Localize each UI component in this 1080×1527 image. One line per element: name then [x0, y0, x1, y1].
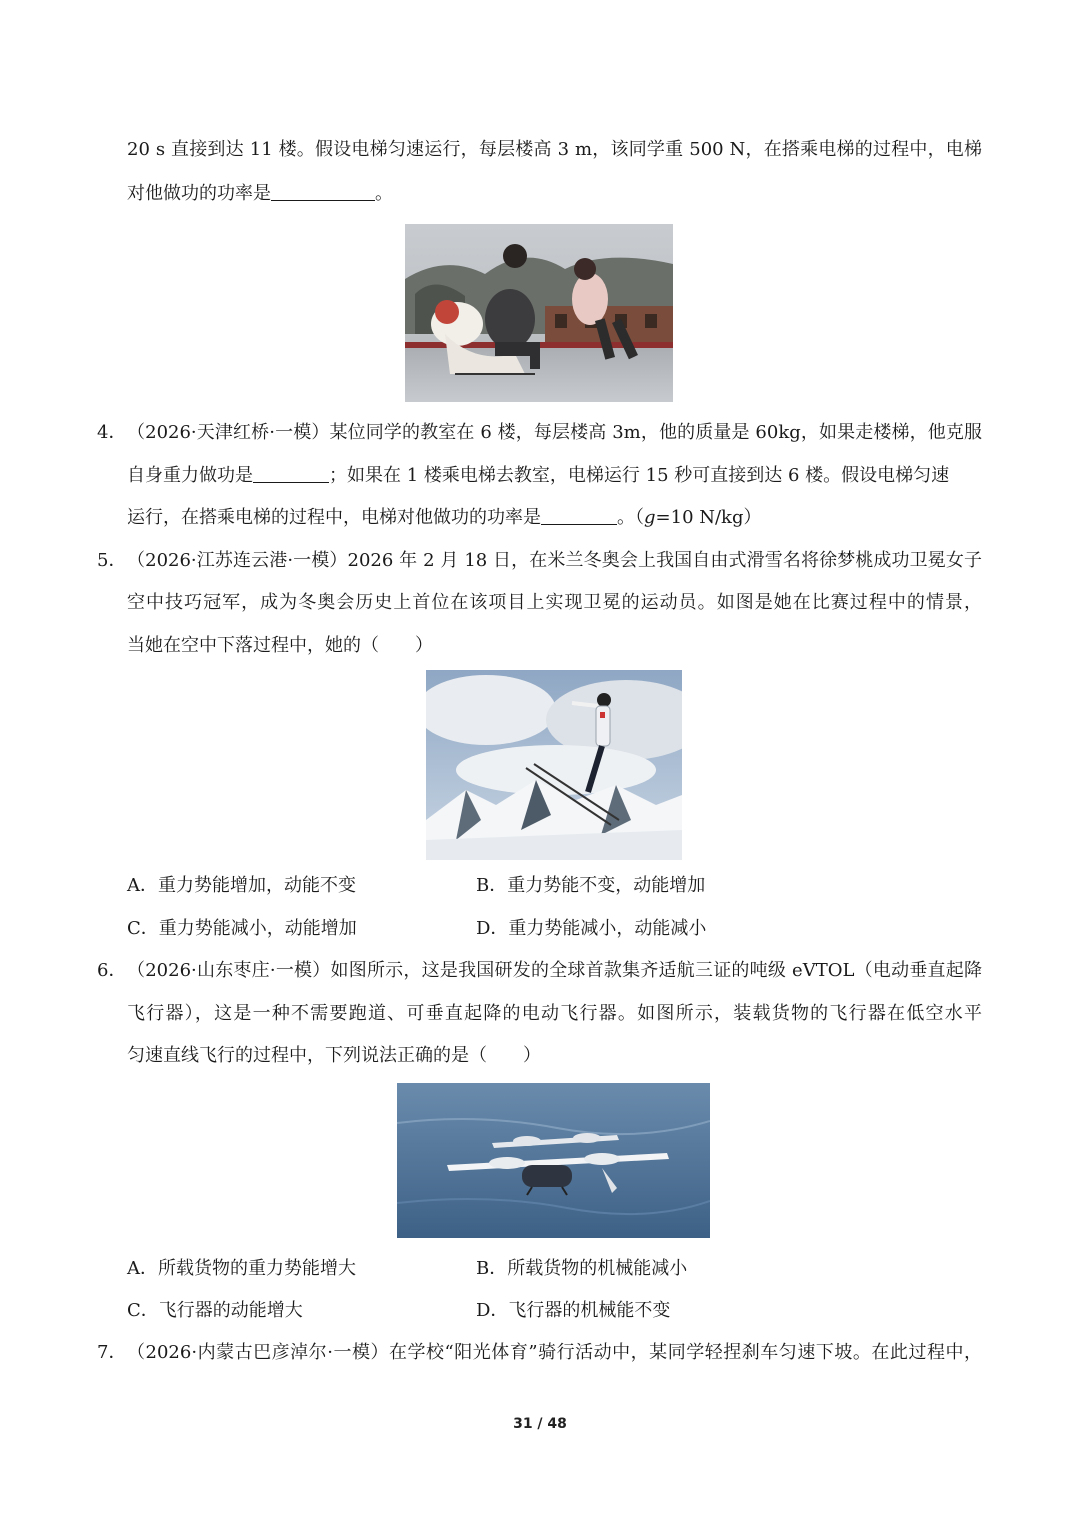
q6-option-d[interactable]: D．飞行器的机械能不变 [476, 1300, 671, 1321]
q4-text-a: 自身重力做功是 [127, 465, 253, 486]
gravity-value: =10 N/kg [655, 507, 744, 528]
q6-option-c[interactable]: C．飞行器的动能增大 [127, 1300, 303, 1321]
q4-text-c: 运行，在搭乘电梯的过程中，电梯对他做功的功率是 [127, 507, 541, 528]
q5-line-2: 空中技巧冠军，成为冬奥会历史上首位在该项目上实现卫冕的运动员。如图是她在比赛过程中的情景， [127, 592, 982, 613]
q3-line-2 [127, 181, 982, 207]
q4-text-d: 。（ [617, 507, 644, 528]
q5-option-d[interactable]: D．重力势能减小，动能减小 [476, 918, 707, 939]
q5-line-1: （2026·江苏连云港·一模）2026 年 2 月 18 日，在米兰冬奥会上我国自由式滑雪名将徐梦桃成功卫冕女子 [127, 550, 982, 571]
q6-line-1: （2026·山东枣庄·一模）如图所示，这是我国研发的全球首款集齐适航三证的吨级 eVTOL（电动垂直起降 [127, 960, 982, 981]
answer-blank [253, 464, 329, 483]
sled-ride-photo [405, 224, 673, 402]
q4-text-e: ） [743, 507, 762, 528]
gravity-symbol: g [644, 507, 656, 528]
aerial-skier-photo [426, 670, 682, 860]
q3-text-end: 。 [375, 183, 393, 204]
answer-blank [541, 506, 617, 525]
q5-number: 5． [97, 550, 127, 571]
q5-option-a[interactable]: A．重力势能增加，动能不变 [127, 875, 356, 896]
q4-number: 4． [97, 422, 127, 443]
q6-option-b[interactable]: B．所载货物的机械能减小 [476, 1258, 688, 1279]
q3-line-1: 20 s 直接到达 11 楼。假设电梯匀速运行，每层楼高 3 m，该同学重 500 N，在搭乘电梯的过程中，电梯 [127, 139, 982, 160]
q6-line-2: 飞行器），这是一种不需要跑道、可垂直起降的电动飞行器。如图所示，装载货物的飞行器在低空水平 [127, 1003, 982, 1024]
q6-option-a[interactable]: A．所载货物的重力势能增大 [127, 1258, 356, 1279]
q5-option-c[interactable]: C．重力势能减小，动能增加 [127, 918, 357, 939]
q5-line-3: 当她在空中下落过程中，她的（ ） [127, 635, 433, 656]
q6-line-3: 匀速直线飞行的过程中，下列说法正确的是（ ） [127, 1045, 541, 1066]
page-number: 31 / 48 [513, 1416, 567, 1432]
q4-line-2 [127, 463, 982, 489]
q5-option-b[interactable]: B．重力势能不变，动能增加 [476, 875, 706, 896]
q4-text-b: ；如果在 1 楼乘电梯去教室，电梯运行 15 秒可直接到达 6 楼。假设电梯匀速 [329, 465, 950, 486]
answer-blank [271, 182, 375, 201]
q3-text: 对他做功的功率是 [127, 183, 271, 204]
evtol-aircraft-photo [397, 1083, 710, 1238]
q7-line-1: （2026·内蒙古巴彦淖尔·一模）在学校“阳光体育”骑行活动中，某同学轻捏刹车匀速下坡。在此过程中， [127, 1342, 982, 1363]
q4-line-1: （2026·天津红桥·一模）某位同学的教室在 6 楼，每层楼高 3m，他的质量是 60kg，如果走楼梯，他克服 [127, 422, 982, 443]
q7-number: 7． [97, 1342, 127, 1363]
q4-line-3 [127, 505, 982, 531]
q6-number: 6． [97, 960, 127, 981]
